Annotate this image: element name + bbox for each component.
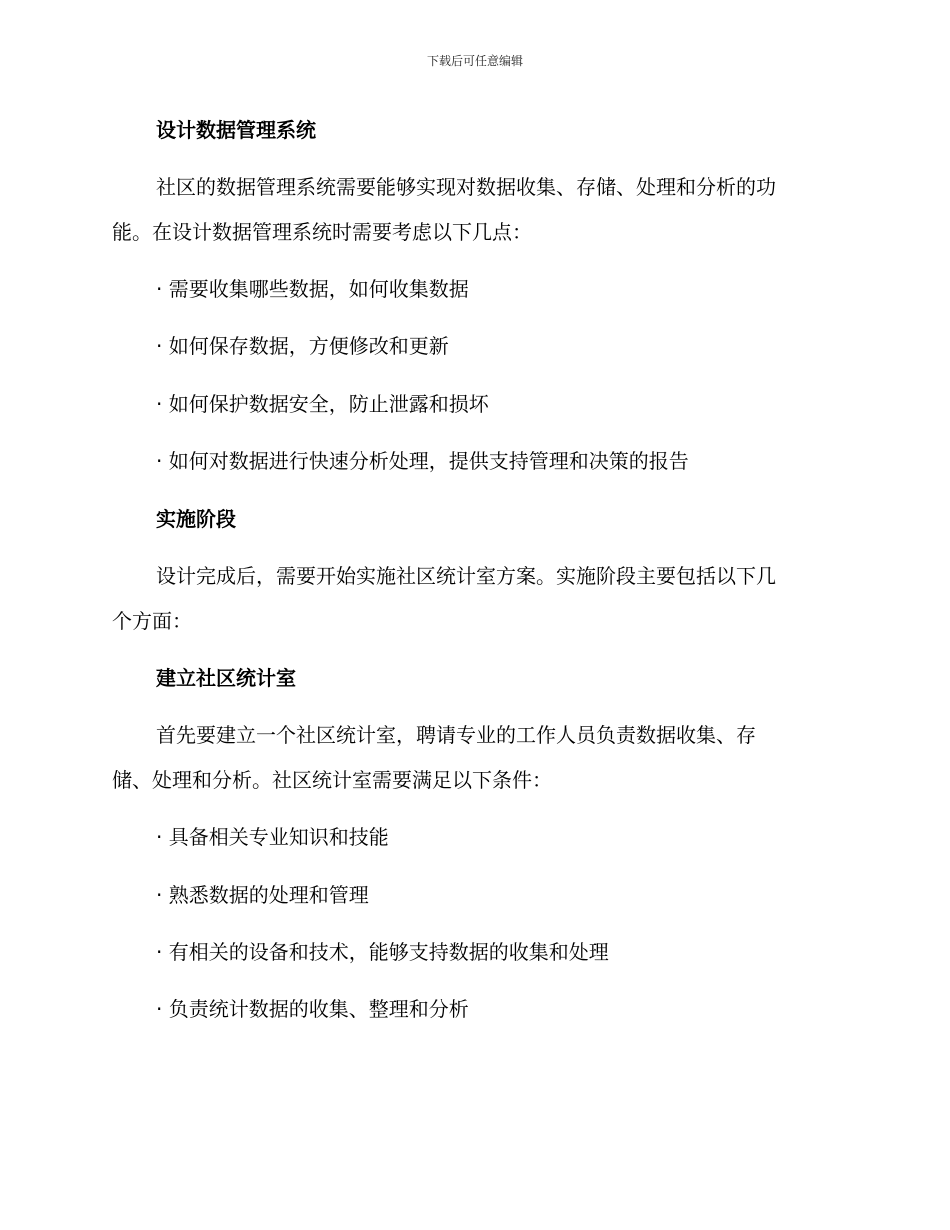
paragraph-line: 设计完成后，需要开始实施社区统计室方案。实施阶段主要包括以下几 [156,564,776,588]
list-item: · 负责统计数据的收集、整理和分析 [156,997,469,1021]
list-item: · 具备相关专业知识和技能 [156,825,389,849]
paragraph-line: 储、处理和分析。社区统计室需要满足以下条件： [112,768,552,792]
section-heading-data-management: 设计数据管理系统 [156,118,316,142]
list-item: · 有相关的设备和技术，能够支持数据的收集和处理 [156,940,609,964]
page-header: 下载后可任意编辑 [426,54,523,68]
section-heading-build-office: 建立社区统计室 [156,666,296,690]
list-item: · 如何对数据进行快速分析处理，提供支持管理和决策的报告 [156,449,689,473]
list-item: · 熟悉数据的处理和管理 [156,883,369,907]
paragraph-line: 社区的数据管理系统需要能够实现对数据收集、存储、处理和分析的功 [156,175,776,199]
paragraph-line: 首先要建立一个社区统计室，聘请专业的工作人员负责数据收集、存 [156,723,756,747]
list-item: · 需要收集哪些数据，如何收集数据 [156,277,469,301]
section-heading-implementation: 实施阶段 [156,507,236,531]
paragraph-line: 个方面： [112,609,192,633]
list-item: · 如何保护数据安全，防止泄露和损坏 [156,392,489,416]
paragraph-line: 能。在设计数据管理系统时需要考虑以下几点： [112,220,532,244]
list-item: · 如何保存数据，方便修改和更新 [156,334,449,358]
